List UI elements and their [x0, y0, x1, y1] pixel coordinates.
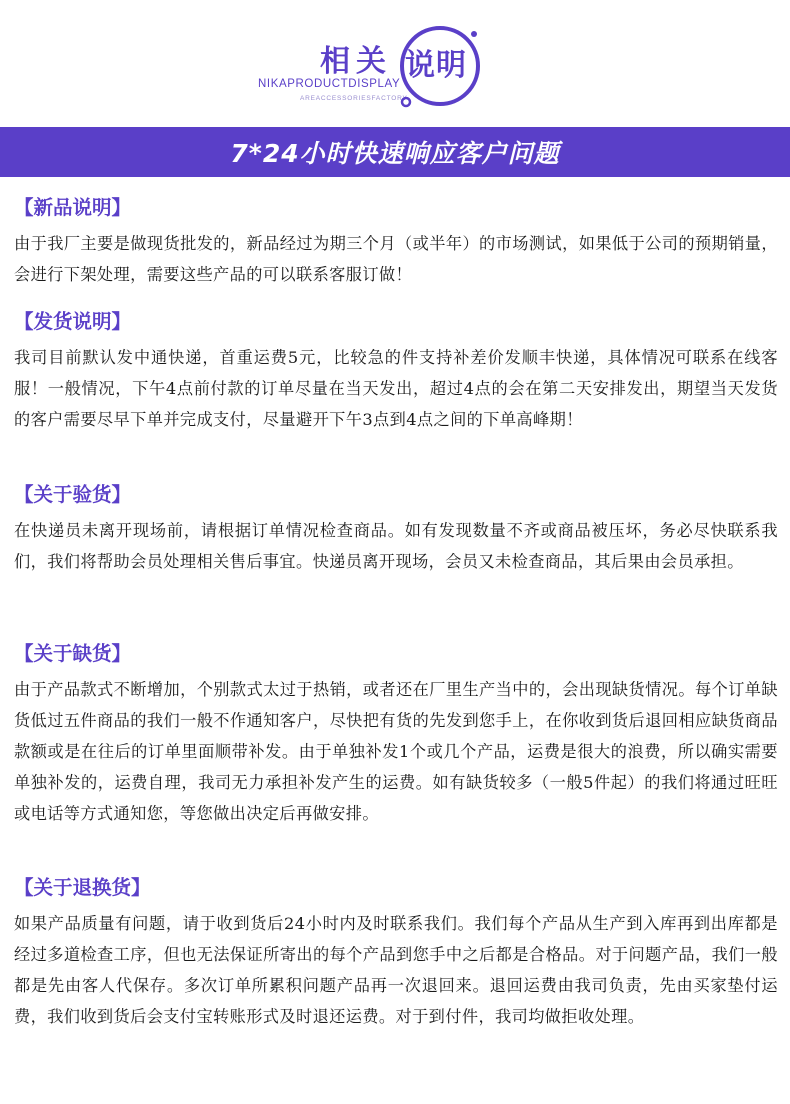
logo-tagline: AREACCESSORIESFACTORY	[300, 95, 408, 102]
section-shipping	[14, 308, 778, 451]
section-title: 【新品说明】	[14, 196, 132, 219]
section-title: 【关于退换货】	[14, 876, 151, 899]
section-new-products	[14, 194, 778, 306]
brand-logo	[0, 0, 790, 120]
section-returns	[14, 874, 778, 1048]
section-out-of-stock	[14, 640, 778, 845]
section-inspection	[14, 481, 778, 593]
logo-title-left: 相关	[320, 44, 392, 79]
service-banner	[0, 127, 790, 177]
logo-subline: NIKAPRODUCTDISPLAY	[258, 78, 401, 90]
section-title: 【发货说明】	[14, 310, 132, 333]
section-body: 由于我厂主要是做现货批发的，新品经过为期三个月（或半年）的市场测试，如果低于公司的预期销量，会进行下架处理，需要这些产品的可以联系客服订做！	[14, 234, 778, 284]
section-body: 如果产品质量有问题，请于收到货后24小时内及时联系我们。我们每个产品从生产到入库再到出库都是经过多道检查工序，但也无法保证所寄出的每个产品到您手中之后都是合格品。对于问题产品，我们一般都是先由客人代保存。多次订单所累积问题产品再一次退回来。退回运费由我司负责，先由买家垫付运费，我们收到货后会支付宝转账形式及时退还运费。对于到付件，我司均做拒收处理。	[14, 914, 778, 1026]
section-title: 【关于缺货】	[14, 642, 132, 665]
section-title: 【关于验货】	[14, 483, 132, 506]
section-body: 在快递员未离开现场前，请根据订单情况检查商品。如有发现数量不齐或商品被压坏，务必尽快联系我们，我们将帮助会员处理相关售后事宜。快递员离开现场，会员又未检查商品，其后果由会员承担。	[14, 521, 778, 571]
section-body: 我司目前默认发中通快递，首重运费5元，比较急的件支持补差价发顺丰快递，具体情况可联系在线客服！一般情况，下午4点前付款的订单尽量在当天发出，超过4点的会在第二天安排发出，期望当天发货的客户需要尽早下单并完成支付，尽量避开下午3点到4点之间的下单高峰期！	[14, 348, 778, 429]
logo-title-bubble: 说明	[405, 48, 467, 83]
banner-title: 7*24小时快速响应客户问题	[230, 139, 560, 168]
section-body: 由于产品款式不断增加，个别款式太过于热销，或者还在厂里生产当中的，会出现缺货情况。每个订单缺货低过五件商品的我们一般不作通知客户，尽快把有货的先发到您手上，在你收到货后退回相应缺货商品款额或是在往后的订单里面顺带补发。由于单独补发1个或几个产品，运费是很大的浪费，所以确实需要单独补发的，运费自理，我司无力承担补发产生的运费。如有缺货较多（一般5件起）的我们将通过旺旺或电话等方式通知您，等您做出决定后再做安排。	[14, 680, 778, 823]
